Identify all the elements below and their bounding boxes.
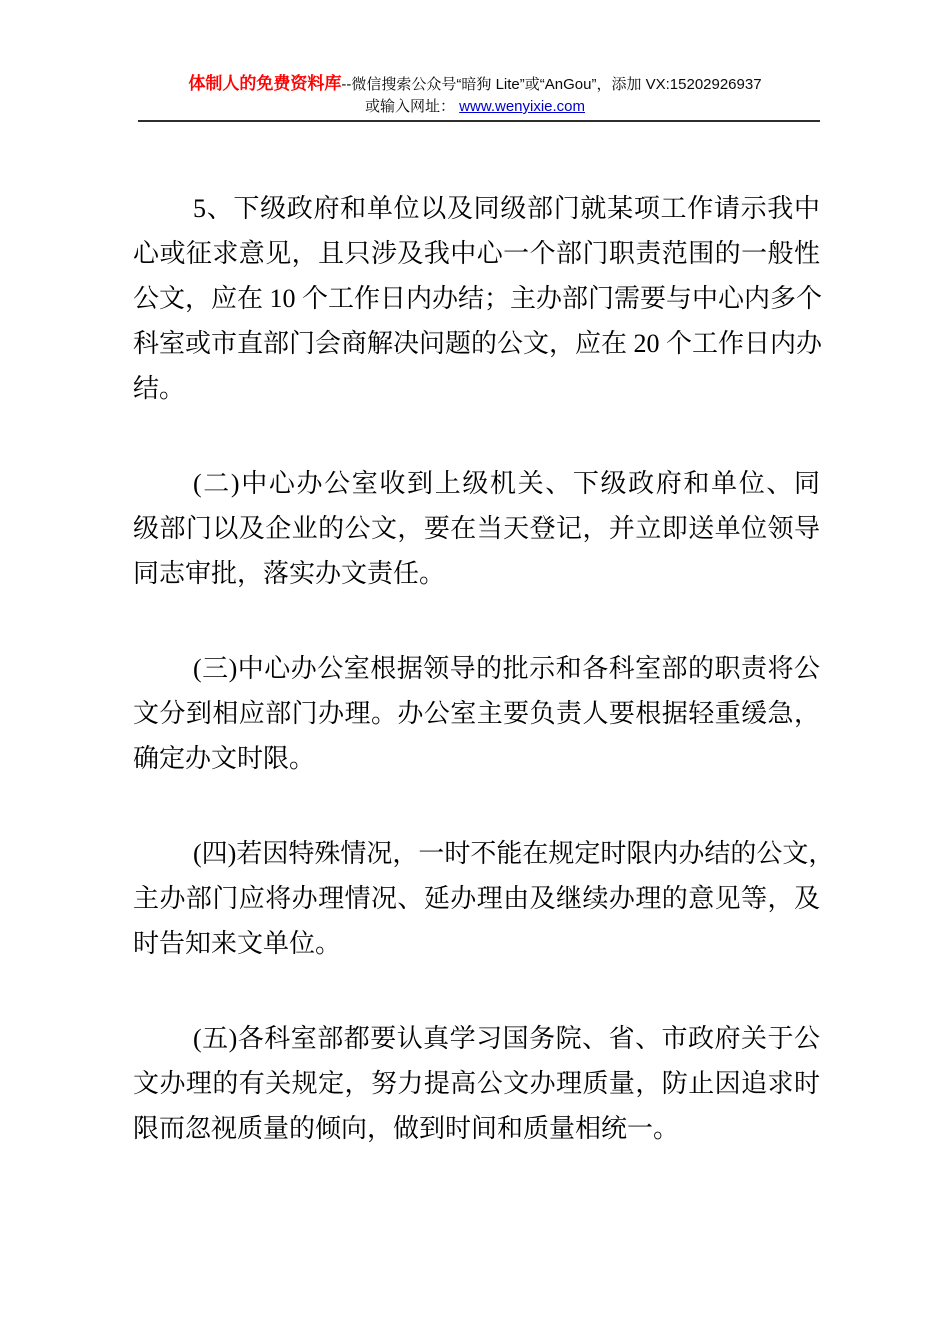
text-line: 结。 (133, 374, 186, 403)
text-line: 限而忽视质量的倾向，做到时间和质量相统一。 (133, 1114, 680, 1143)
header-divider (138, 120, 820, 122)
text-line: (二)中心办公室收到上级机关、下级政府和单位、同 (193, 469, 820, 498)
paragraph (133, 646, 820, 781)
header-tagline: --微信搜索公众号“暗狗 Lite”或“AnGou”，添加 VX:15202926937 (341, 76, 762, 93)
text-line: (三)中心办公室根据领导的批示和各科室部的职责将公 (193, 654, 820, 683)
paragraph (133, 186, 823, 411)
text-line: 文分到相应部门办理。办公室主要负责人要根据轻重缓急， (133, 699, 820, 728)
website-link[interactable]: www.wenyixie.com (459, 98, 586, 115)
text-line: 科室或市直部门会商解决问题的公文，应在 20 个工作日内办 (133, 329, 823, 358)
header-line1 (0, 74, 950, 95)
text-line: 级部门以及企业的公文，要在当天登记，并立即送单位领导 (133, 514, 820, 543)
url-label: 或输入网址： (364, 98, 455, 115)
text-line: 公文，应在 10 个工作日内办结；主办部门需要与中心内多个 (133, 284, 823, 313)
header-line2 (0, 97, 950, 117)
text-line: 5、下级政府和单位以及同级部门就某项工作请示我中 (193, 194, 820, 223)
text-line: (四)若因特殊情况，一时不能在规定时限内办结的公文， (193, 839, 835, 868)
paragraph (133, 461, 820, 596)
text-line: 时告知来文单位。 (133, 929, 342, 958)
text-line: 同志审批，落实办文责任。 (133, 559, 446, 588)
brand-text: 体制人的免费资料库 (188, 74, 342, 93)
text-line: 心或征求意见，且只涉及我中心一个部门职责范围的一般性 (133, 239, 820, 268)
text-line: 确定办文时限。 (133, 744, 316, 773)
text-line: 文办理的有关规定，努力提高公文办理质量，防止因追求时 (133, 1069, 820, 1098)
paragraph (133, 1016, 820, 1151)
document-body (133, 186, 835, 1201)
text-line: 主办部门应将办理情况、延办理由及继续办理的意见等，及 (133, 884, 820, 913)
paragraph (133, 831, 835, 966)
text-line: (五)各科室部都要认真学习国务院、省、市政府关于公 (193, 1024, 820, 1053)
